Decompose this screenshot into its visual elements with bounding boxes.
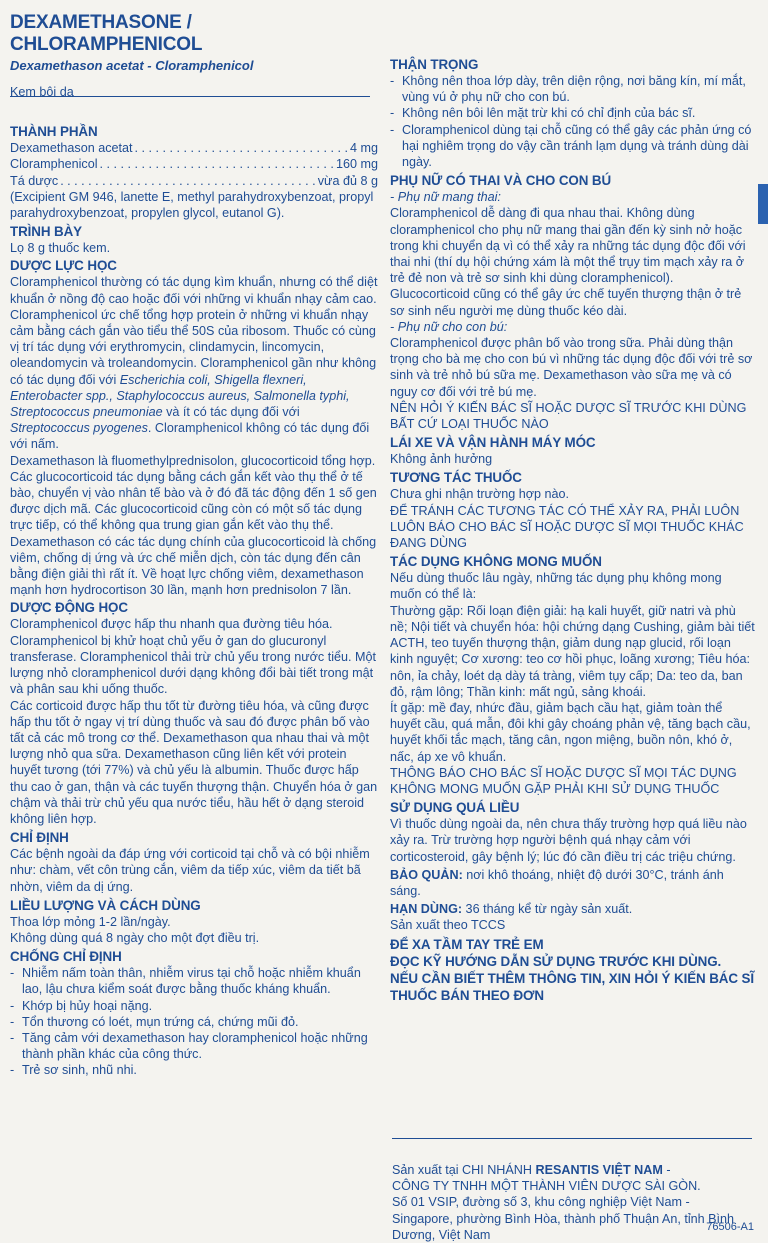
adverse-warning: THÔNG BÁO CHO BÁC SĨ HOẶC DƯỢC SĨ MỌI TÁC DỤNG KHÔNG MONG MUỐN GẶP PHẢI KHI SỬ DỤNG THUỐC: [390, 765, 737, 796]
composition-heading: THÀNH PHẦN: [10, 124, 98, 140]
manufacturer-company: CÔNG TY TNHH MỘT THÀNH VIÊN DƯỢC SÀI GÒN.: [392, 1179, 701, 1194]
pregnancy-p2: Cloramphenicol được phân bố vào trong sữa. Phải dùng thận trọng cho bà mẹ cho con bú vì những tác dụng độc đối với trẻ sơ sinh và trẻ nhỏ bú sữa mẹ. Dexamethason vào sữa mẹ và có nguy cơ đối với trẻ bú mẹ.: [390, 336, 753, 399]
right-column: [390, 0, 756, 1004]
dosage-form: Kem bôi da: [10, 85, 74, 99]
pregnancy-heading: PHỤ NỮ CÓ THAI VÀ CHO CON BÚ: [390, 173, 612, 189]
standard-text: Sản xuất theo TCCS: [390, 918, 506, 933]
pregnancy-subheading: - Phụ nữ mang thai:: [390, 190, 501, 205]
dosage-line: Thoa lớp mỏng 1-2 lần/ngày.: [10, 914, 171, 929]
list-item: - Nhiễm nấm toàn thân, nhiễm virus tại chỗ hoặc nhiễm khuẩn lao, lậu chưa kiểm soát được bằng thuốc kháng khuẩn.: [10, 965, 378, 997]
manufacturer-address: Số 01 VSIP, đường số 3, khu công nghiệp Việt Nam - Singapore, phường Bình Hòa, thành phố Thuận An, tỉnh Bình Dương, Việt Nam: [392, 1195, 735, 1242]
breastfeeding-subheading: - Phụ nữ cho con bú:: [390, 319, 508, 334]
overdose-section: [390, 799, 756, 865]
interactions-heading: TƯƠNG TÁC THUỐC: [390, 470, 522, 486]
overdose-text: Vì thuốc dùng ngoài da, nên chưa thấy trường hợp quá liều nào xảy ra. Trừ trường hợp người bệnh quá nhạy cảm với corticosteroid, gây bệnh lý; lúc đó cần điều trị các triệu chứng.: [390, 817, 747, 864]
product-title: DEXAMETHASONE / CHLORAMPHENICOL: [10, 12, 203, 55]
left-column: [10, 0, 378, 1079]
manufacturer-line: Sản xuất tại CHI NHÁNH RESANTIS VIỆT NAM -: [392, 1163, 671, 1177]
adverse-heading: TÁC DỤNG KHÔNG MONG MUỐN: [390, 554, 602, 570]
notice-line: ĐỌC KỸ HƯỚNG DẪN SỬ DỤNG TRƯỚC KHI DÙNG.: [390, 953, 722, 969]
adverse-common: Thường gặp: Rối loạn điện giải: hạ kali huyết, giữ natri và phù nề; Nội tiết và chuyển hóa: hội chứng dạng Cushing, giảm bài tiết ACTH, teo tuyến thượng thận, giảm dung nạp glucid, rối loạn kinh nguyệt; Cơ xương: teo cơ hồi phục, loãng xương; Tiêu hóa: nôn, ỉa chảy, loét dạ dày tá tràng, viêm tụy cấp; Da: teo da, ban đỏ, rậm lông; Thần kinh: mất ngủ, sảng khoái.: [390, 603, 755, 699]
dosage-heading: LIỀU LƯỢNG VÀ CÁCH DÙNG: [10, 897, 201, 913]
notice-line: THUỐC BÁN THEO ĐƠN: [390, 987, 544, 1003]
print-code: 76506-A1: [706, 1221, 754, 1233]
adverse-section: [390, 553, 756, 797]
presentation-section: [10, 223, 378, 256]
overdose-heading: SỬ DỤNG QUÁ LIỀU: [390, 800, 520, 816]
precautions-section: [390, 56, 756, 170]
driving-text: Không ảnh hưởng: [390, 452, 493, 467]
notice-line: NẾU CẦN BIẾT THÊM THÔNG TIN, XIN HỎI Ý KIẾN BÁC SĨ: [390, 970, 755, 986]
list-item: - Khớp bị hủy hoại nặng.: [10, 998, 378, 1014]
manufacturer-block: [392, 1162, 752, 1243]
product-subtitle: Dexamethason acetat - Cloramphenicol: [10, 58, 254, 73]
composition-row: Tá dược . . . vừa đủ 8 g: [10, 173, 378, 189]
pharmacokinetics-p1: Cloramphenicol được hấp thu nhanh qua đường tiêu hóa. Cloramphenicol bị khử hoạt chủ yếu ở gan do glucuronyl transferase. Cloramphenicol thải trừ chủ yếu trong nước tiểu. Một lượng nhỏ cloramphenicol dưới dạng không đổi bài tiết trong mật và phân sau khi uống thuốc.: [10, 617, 377, 697]
pregnancy-section: [390, 172, 756, 432]
interactions-warning: ĐỂ TRÁNH CÁC TƯƠNG TÁC CÓ THỂ XẢY RA, PHẢI LUÔN LUÔN BÁO CHO BÁC SĨ HOẶC DƯỢC SĨ MỌI THUỐC KHÁC ĐANG DÙNG: [390, 503, 744, 551]
adverse-rare: Ít gặp: mề đay, nhức đầu, giảm bạch cầu hạt, giảm toàn thể huyết cầu, quá mẫn, đôi khi gây choáng phản vệ, tăng bạch cầu, huyết khối tắc mạch, tăng cân, ngon miệng, buồn nôn, khó ở, nấc, áp xe vô khuẩn.: [390, 700, 751, 764]
pharmacokinetics-p2: Các corticoid được hấp thu tốt từ đường tiêu hóa, và cũng được hấp thu tốt ở ngay vị trí dùng thuốc và sau đó được phân bố vào tất cả các mô trong cơ thể. Dexamethason qua nhau thai và một lượng nhỏ qua sữa. Dexamethason cũng liên kết với protein huyết tương (tới 77%) và chủ yếu là albumin. Thuốc được hấp thu cao ở gan, thận và các tuyến thượng thận. Chuyển hóa ở gan chậm và thải trừ chủ yếu qua nước tiểu, hầu hết ở dạng steroid không liên hợp.: [10, 698, 378, 826]
header-divider: [10, 96, 370, 97]
expiry-text: HẠN DÙNG: 36 tháng kể từ ngày sản xuất.: [390, 902, 633, 917]
dosage-line: Không dùng quá 8 ngày cho một đợt điều trị.: [10, 930, 260, 945]
pharmacokinetics-section: [10, 599, 378, 827]
pharmacodynamics-p1: Cloramphenicol thường có tác dụng kìm khuẩn, nhưng có thể diệt khuẩn ở nồng độ cao hoặc đối với những vi khuẩn nhạy cảm cao.: [10, 275, 378, 306]
excipients-text: (Excipient GM 946, lanette E, methyl parahydroxybenzoat, propyl parahydroxybenzoat, propylen glycol, eutanol G).: [10, 189, 374, 221]
storage-text: BẢO QUẢN: nơi khô thoáng, nhiệt độ dưới 30°C, tránh ánh sáng.: [390, 867, 724, 898]
interactions-text: Chưa ghi nhận trường hợp nào.: [390, 487, 570, 502]
list-item: - Không nên bôi lên mặt trừ khi có chỉ định của bác sĩ.: [390, 105, 756, 121]
presentation-heading: TRÌNH BÀY: [10, 224, 83, 240]
list-item: - Tổn thương có loét, mụn trứng cá, chứng mũi đỏ.: [10, 1014, 378, 1030]
indications-section: [10, 829, 378, 895]
driving-section: [390, 434, 756, 467]
pregnancy-warning: NÊN HỎI Ý KIẾN BÁC SĨ HOẶC DƯỢC SĨ TRƯỚC KHI DÙNG BẤT CỨ LOẠI THUỐC NÀO: [390, 400, 747, 432]
list-item: - Cloramphenicol dùng tại chỗ cũng có thể gây các phản ứng có hại nghiêm trọng do vậy cần tránh lạm dụng và tránh dùng dài ngày.: [390, 122, 756, 171]
composition-row: Dexamethason acetat . . . 4 mg: [10, 140, 378, 156]
interactions-section: [390, 469, 756, 551]
composition-section: [10, 123, 378, 221]
footer-divider: [392, 1138, 752, 1139]
presentation-text: Lọ 8 g thuốc kem.: [10, 241, 111, 256]
adverse-intro: Nếu dùng thuốc lâu ngày, những tác dụng phụ không mong muốn có thể là:: [390, 571, 722, 602]
contraindications-section: [10, 948, 378, 1078]
edge-color-mark: [758, 184, 768, 224]
pharmacodynamics-heading: DƯỢC LỰC HỌC: [10, 258, 117, 274]
precautions-heading: THẬN TRỌNG: [390, 57, 479, 72]
contraindications-heading: CHỐNG CHỈ ĐỊNH: [10, 949, 122, 965]
indications-text: Các bệnh ngoài da đáp ứng với corticoid tại chỗ và có bội nhiễm như: chàm, vết côn trùng cắn, viêm da tiếp xúc, viêm da tiết bã nhờn, viêm da dị ứng.: [10, 847, 370, 894]
driving-heading: LÁI XE VÀ VẬN HÀNH MÁY MÓC: [390, 435, 596, 451]
composition-row: Cloramphenicol . . . 160 mg: [10, 156, 378, 172]
notices: [390, 936, 756, 1004]
pharmacodynamics-section: [10, 257, 378, 598]
notice-line: ĐỂ XA TẦM TAY TRẺ EM: [390, 936, 544, 952]
pregnancy-p1: Cloramphenicol dễ dàng đi qua nhau thai. Không dùng cloramphenicol cho phụ nữ mang thai gần đến kỳ sinh nở hoặc trong khi chuyển dạ vì có thể xảy ra những tác dụng độc đối với thai nhi (thí dụ hội chứng xám là một thể trụy tim mạch xảy ra ở trẻ đẻ non và trẻ sơ sinh khi dùng cloramphenicol). Glucocorticoid cũng có thể gây ức chế tuyến thượng thận ở trẻ sơ sinh nếu người mẹ dùng thuốc kéo dài.: [390, 206, 746, 318]
list-item: - Tăng cảm với dexamethason hay cloramphenicol hoặc những thành phần khác của công thức.: [10, 1030, 378, 1062]
pharmacodynamics-p3: Dexamethason là fluomethylprednisolon, glucocorticoid tổng hợp. Các glucocorticoid tác dụng bằng cách gắn kết vào thụ thể ở tế bào, chuyển vị vào nhân tế bào và ở đó đã tác động đến 1 số gen được dịch mã. Các glucocorticoid cũng còn có một số tác dụng trực tiếp, có thể không qua trung gian gắn kết vào thụ thể. Dexamethason có các tác dụng chính của glucocorticoid là chống viêm, chống dị ứng và ức chế miễn dịch, còn tác dụng đến cân bằng điện giải thì rất ít. Về hoạt lực chống viêm, dexamethason mạnh hơn hydrocortison 30 lần, mạnh hơn prednisolon 7 lần.: [10, 453, 377, 598]
indications-heading: CHỈ ĐỊNH: [10, 830, 69, 846]
pharmacokinetics-heading: DƯỢC ĐỘNG HỌC: [10, 600, 128, 616]
dosage-section: [10, 897, 378, 946]
list-item: - Trẻ sơ sinh, nhũ nhi.: [10, 1062, 378, 1078]
pharmacodynamics-p2: Cloramphenicol ức chế tổng hợp protein ở những vi khuẩn nhạy cảm bằng cách gắn vào tiểu thể 50S của ribosom. Thuốc có cùng vị trí tác dụng với erythromycin, clindamycin, lincomycin, oleandomycin và troleandomycin. Cloramphenicol gần như không có tác dụng đối với Escherichia coli, Shigella flexneri, Enterobacter spp., Staphylococcus aureus, Salmonella typhi, Streptococcus pneumoniae và ít có tác dụng đối với Streptococcus pyogenes. Cloramphenicol không có tác dụng đối với nấm.: [10, 307, 377, 452]
list-item: - Không nên thoa lớp dày, trên diện rộng, nơi băng kín, mí mắt, vùng vú ở phụ nữ cho con bú.: [390, 73, 756, 105]
